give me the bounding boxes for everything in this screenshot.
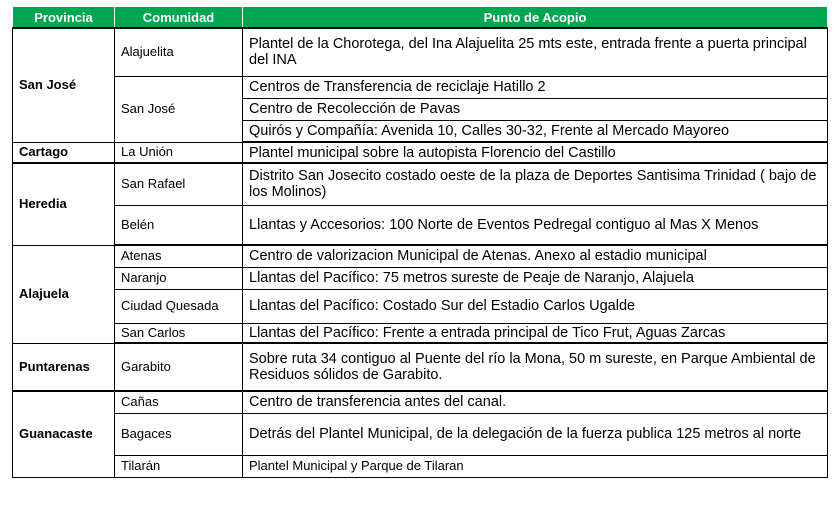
punto-cell: Plantel Municipal y Parque de Tilaran (243, 455, 828, 477)
comunidad-cell: Atenas (115, 245, 243, 267)
punto-cell: Sobre ruta 34 contiguo al Puente del río la Mona, 50 m sureste, en Parque Ambiental de Residuos sólidos de Garabito. (243, 343, 828, 391)
comunidad-cell: Naranjo (115, 267, 243, 289)
comunidad-cell: La Unión (115, 142, 243, 163)
comunidad-cell: Tilarán (115, 455, 243, 477)
punto-cell: Llantas del Pacífico: Frente a entrada principal de Tico Frut, Aguas Zarcas (243, 323, 828, 343)
table-row (13, 28, 828, 76)
comunidad-cell: Garabito (115, 343, 243, 391)
punto-cell: Centros de Transferencia de reciclaje Hatillo 2 (243, 76, 828, 98)
provincia-cell: Guanacaste (13, 391, 115, 477)
provincia-cell: Alajuela (13, 245, 115, 343)
table-row (13, 455, 828, 477)
punto-cell: Quirós y Compañía: Avenida 10, Calles 30-32, Frente al Mercado Mayoreo (243, 120, 828, 142)
comunidad-cell: Bagaces (115, 413, 243, 455)
header-punto: Punto de Acopio (243, 7, 828, 29)
punto-cell: Distrito San Josecito costado oeste de la plaza de Deportes Santisima Trinidad ( bajo de los Molinos) (243, 163, 828, 205)
comunidad-cell: Cañas (115, 391, 243, 413)
punto-cell: Llantas del Pacífico: 75 metros sureste de Peaje de Naranjo, Alajuela (243, 267, 828, 289)
table-row (13, 343, 828, 391)
punto-cell: Llantas y Accesorios: 100 Norte de Eventos Pedregal contiguo al Mas X Menos (243, 205, 828, 245)
comunidad-cell: Ciudad Quesada (115, 289, 243, 323)
header-row (13, 7, 828, 29)
table-row (13, 289, 828, 323)
table-row (13, 142, 828, 163)
table-row (13, 413, 828, 455)
punto-cell: Plantel de la Chorotega, del Ina Alajuelita 25 mts este, entrada frente a puerta principal del INA (243, 28, 828, 76)
punto-cell: Llantas del Pacífico: Costado Sur del Estadio Carlos Ugalde (243, 289, 828, 323)
header-comunidad: Comunidad (115, 7, 243, 29)
punto-cell: Plantel municipal sobre la autopista Florencio del Castillo (243, 142, 828, 163)
comunidad-cell: Belén (115, 205, 243, 245)
header-provincia: Provincia (13, 7, 115, 29)
comunidad-cell: Alajuelita (115, 28, 243, 76)
comunidad-cell: San Carlos (115, 323, 243, 343)
comunidad-cell: San Rafael (115, 163, 243, 205)
acopio-table (12, 6, 828, 478)
punto-cell: Centro de valorizacion Municipal de Atenas. Anexo al estadio municipal (243, 245, 828, 267)
punto-cell: Detrás del Plantel Municipal, de la delegación de la fuerza publica 125 metros al norte (243, 413, 828, 455)
table-row (13, 163, 828, 205)
table-row (13, 76, 828, 98)
provincia-cell: Cartago (13, 142, 115, 163)
table-row (13, 245, 828, 267)
provincia-cell: San José (13, 28, 115, 142)
provincia-cell: Heredia (13, 163, 115, 245)
punto-cell: Centro de Recolección de Pavas (243, 98, 828, 120)
table-row (13, 267, 828, 289)
provincia-cell: Puntarenas (13, 343, 115, 391)
table-row (13, 205, 828, 245)
table-row (13, 391, 828, 413)
table-row (13, 323, 828, 343)
punto-cell: Centro de transferencia antes del canal. (243, 391, 828, 413)
comunidad-cell: San José (115, 76, 243, 142)
